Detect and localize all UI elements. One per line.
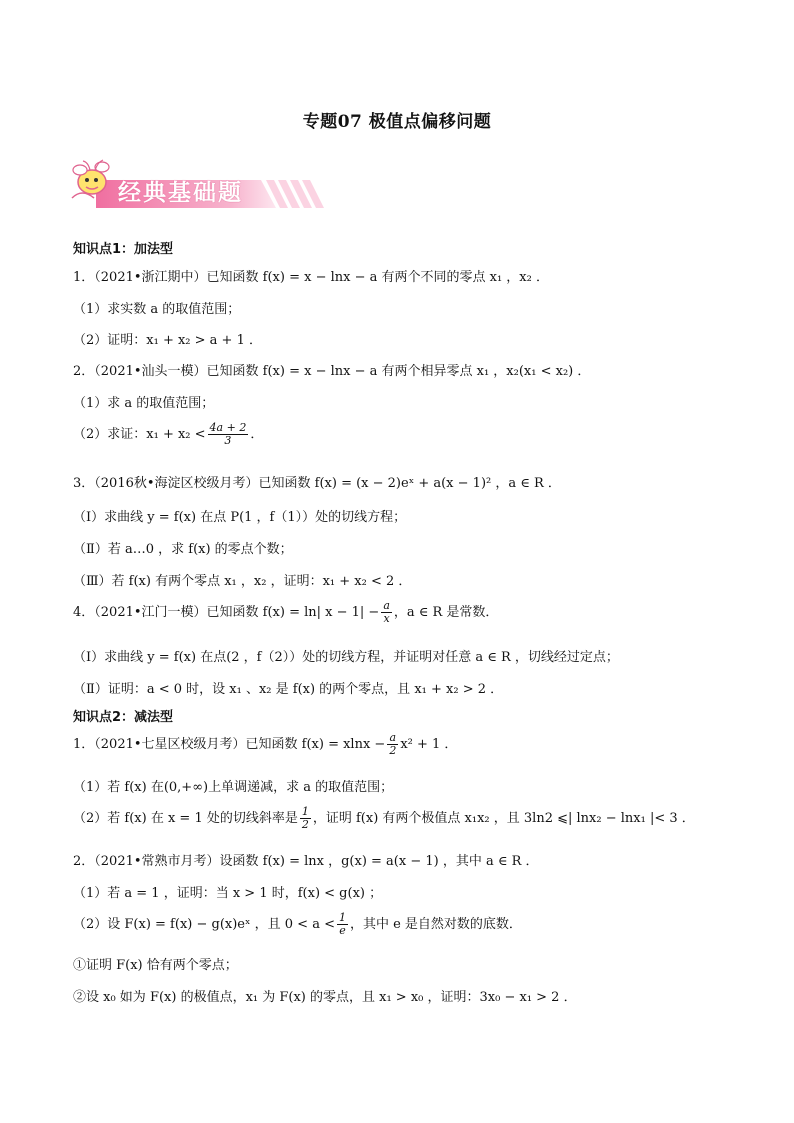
line-text: （2）求证：x₁ + x₂ <: [73, 427, 206, 442]
problem-line-with-fraction: 4．（2021•江门一模）已知函数 f(x) = ln| x − 1| − $\frac{a}{x}$ ，a ∈ R 是常数．: [73, 599, 499, 625]
problem-line: 2．（2021•汕头一模）已知函数 f(x) = x − lnx − a 有两个相异零点 x₁ ，x₂(x₁ < x₂) ．: [73, 364, 591, 379]
fraction: $\frac{a}{x}$: [383, 599, 390, 625]
fraction: $\frac{4a + 2}{3}$: [209, 421, 247, 447]
problem-line: （1）求实数 a 的取值范围；: [73, 302, 241, 317]
problem-line-with-fraction: 1．（2021•七星区校级月考）已知函数 f(x) = xlnx − $\frac{a}{2}$ x² + 1 ．: [73, 731, 458, 757]
problem-line: 1．（2021•浙江期中）已知函数 f(x) = x − lnx − a 有两个不同的零点 x₁ ，x₂ ．: [73, 270, 549, 285]
problem-line: （Ⅱ）若 a…0 ，求 f(x) 的零点个数；: [73, 542, 293, 557]
fraction: $\frac{1}{e}$: [338, 911, 346, 937]
problem-line: ②设 x₀ 如为 F(x) 的极值点，x₁ 为 F(x) 的零点，且 x₁ > x₀ ，证明：3x₀ − x₁ > 2 ．: [73, 990, 577, 1005]
fraction: $\frac{1}{2}$: [301, 805, 309, 831]
section-heading: 知识点2：减法型: [73, 710, 174, 725]
problem-line: 2．（2021•常熟市月考）设函数 f(x) = lnx ，g(x) = a(x − 1) ，其中 a ∈ R ．: [73, 854, 539, 869]
fraction: $\frac{a}{2}$: [389, 731, 397, 757]
problem-line: （Ⅰ）求曲线 y = f(x) 在点 P(1 ，f（1））处的切线方程；: [73, 510, 407, 525]
problem-line: （Ⅲ）若 f(x) 有两个零点 x₁ ，x₂ ，证明：x₁ + x₂ < 2 ．: [73, 574, 412, 589]
banner-label: 经典基础题: [118, 180, 243, 206]
problem-line-with-fraction: （2）设 F(x) = f(x) − g(x)eˣ ，且 0 < a < $\frac{1}{e}$ ，其中 e 是自然对数的底数．: [73, 911, 522, 937]
problem-line: （1）求 a 的取值范围；: [73, 396, 215, 411]
problem-line: 3．（2016秋•海淀区校级月考）已知函数 f(x) = (x − 2)eˣ + a(x − 1)² ，a ∈ R ．: [73, 476, 561, 491]
line-text: 1．（2021•七星区校级月考）已知函数 f(x) = xlnx −: [73, 737, 386, 752]
problem-line: （Ⅱ）证明：a < 0 时，设 x₁ 、x₂ 是 f(x) 的两个零点，且 x₁ + x₂ > 2 ．: [73, 682, 504, 697]
section-heading: 知识点1：加法型: [73, 242, 174, 257]
line-text: （2）若 f(x) 在 x = 1 处的切线斜率是: [73, 811, 298, 826]
line-text: 4．（2021•江门一模）已知函数 f(x) = ln| x − 1| −: [73, 605, 380, 620]
problem-line: ①证明 F(x) 恰有两个零点；: [73, 958, 238, 973]
problem-line: （1）若 a = 1 ，证明：当 x > 1 时，f(x) < g(x) ；: [73, 886, 383, 901]
problem-line-with-fraction: （2）求证：x₁ + x₂ < $\frac{4a + 2}{3}$ ．: [73, 421, 264, 447]
problem-line: （Ⅰ）求曲线 y = f(x) 在点(2 ，f（2））处的切线方程，并证明对任意 a ∈ R ，切线经过定点；: [73, 650, 619, 665]
problem-line: （2）证明：x₁ + x₂ > a + 1 ．: [73, 333, 262, 348]
line-text: （2）设 F(x) = f(x) − g(x)eˣ ，且 0 < a <: [73, 917, 335, 932]
problem-line: （1）若 f(x) 在(0,+∞)上单调递减，求 a 的取值范围；: [73, 780, 394, 795]
page-title: 专题07 极值点偏移问题: [302, 112, 492, 132]
section-banner: [66, 158, 328, 216]
problem-line-with-fraction: （2）若 f(x) 在 x = 1 处的切线斜率是 $\frac{1}{2}$ ，证明 f(x) 有两个极值点 x₁x₂ ，且 3ln2 ⩽| lnx₂ − lnx₁ |< 3 ．: [73, 805, 695, 831]
